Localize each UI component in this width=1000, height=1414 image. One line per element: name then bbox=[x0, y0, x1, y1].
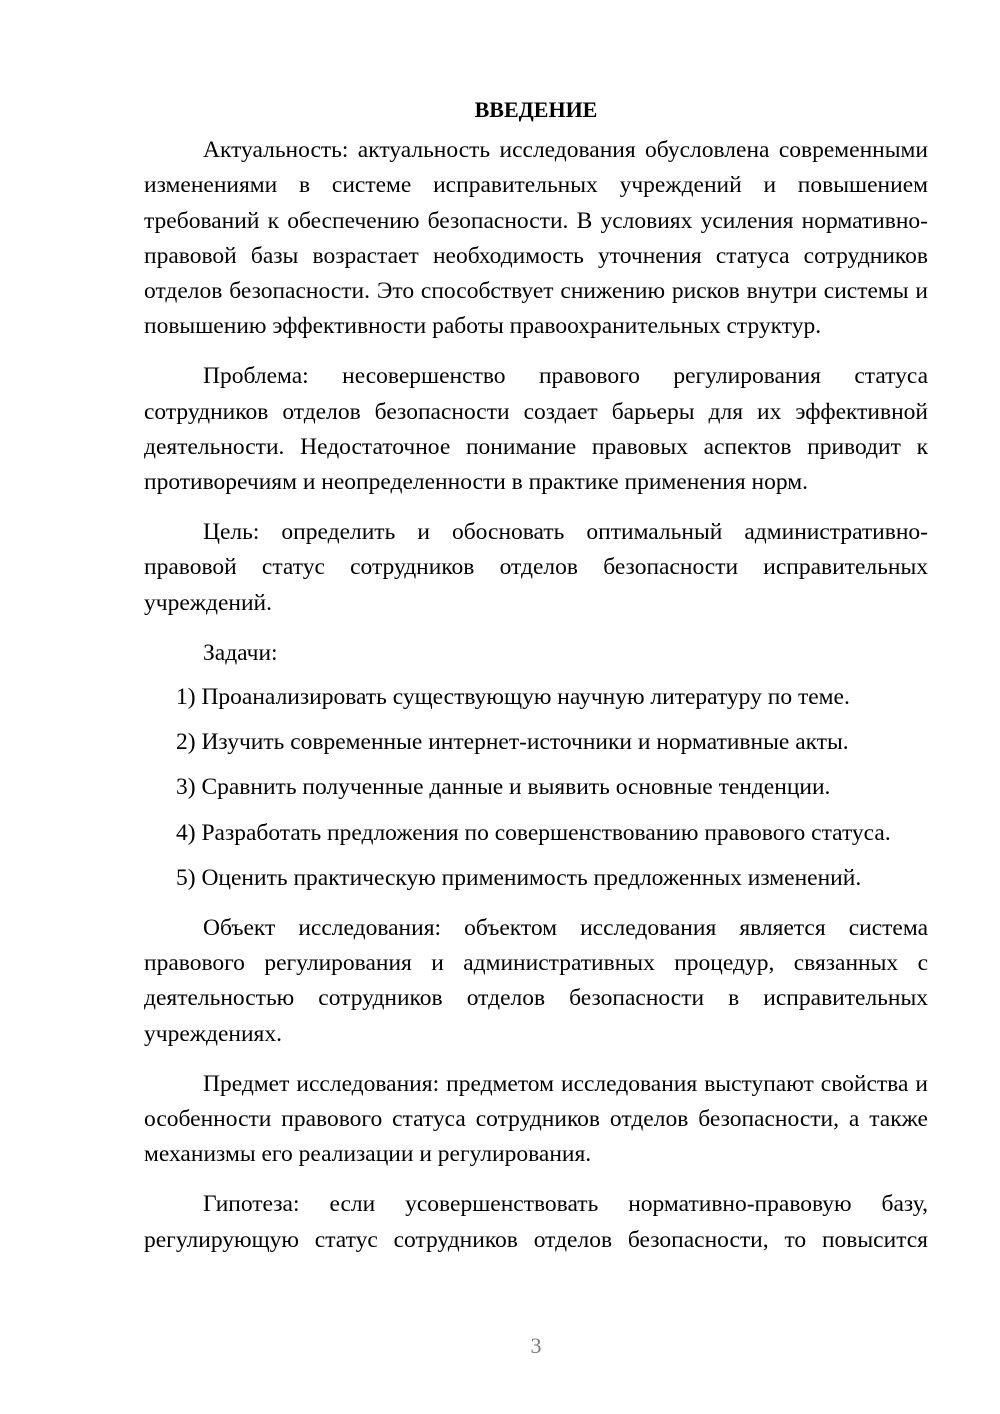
page-content bbox=[144, 92, 928, 1273]
hypothesis-paragraph: Гипотеза: если усовершенствовать нормативно-правовую базу, регулирующую статус сотрудников отделов безопасности, то повысится bbox=[144, 1191, 928, 1253]
relevance-paragraph: Актуальность: актуальность исследования обусловлена современными изменениями в системе исправительных учреждений и повышением требований к обеспечению безопасности. В условиях усиления нормативно-правовой базы возрастает необходимость уточнения статуса сотрудников отделов безопасности. Это способствует снижению рисков внутри системы и повышению эффективности работы правоохранительных структур. bbox=[144, 137, 928, 340]
problem-paragraph: Проблема: несовершенство правового регулирования статуса сотрудников отделов безопасности создает барьеры для их эффективной деятельности. Недостаточное понимание правовых аспектов приводит к противоречиям и неопределенности в практике применения норм. bbox=[144, 363, 928, 496]
task-item: 5) Оценить практическую применимость предложенных изменений. bbox=[176, 864, 862, 891]
object-paragraph: Объект исследования: объектом исследования является система правового регулирования и административных процедур, связанных с деятельностью сотрудников отделов безопасности в исправительных учреждениях. bbox=[144, 915, 928, 1047]
task-item: 4) Разработать предложения по совершенствованию правового статуса. bbox=[176, 819, 891, 846]
section-title: ВВЕДЕНИЕ bbox=[474, 97, 598, 122]
page-number: 3 bbox=[530, 1333, 542, 1358]
task-item: 2) Изучить современные интернет-источники и нормативные акты. bbox=[176, 729, 849, 756]
goal-paragraph: Цель: определить и обосновать оптимальный административно-правовой статус сотрудников отделов безопасности исправительных учреждений. bbox=[144, 519, 928, 616]
task-item: 1) Проанализировать существующую научную литературу по теме. bbox=[176, 684, 850, 711]
task-item: 3) Сравнить полученные данные и выявить основные тенденции. bbox=[176, 774, 831, 801]
tasks-heading: Задачи: bbox=[203, 639, 278, 666]
subject-paragraph: Предмет исследования: предметом исследования выступают свойства и особенности правового статуса сотрудников отделов безопасности, а также механизмы его реализации и регулирования. bbox=[144, 1070, 928, 1168]
